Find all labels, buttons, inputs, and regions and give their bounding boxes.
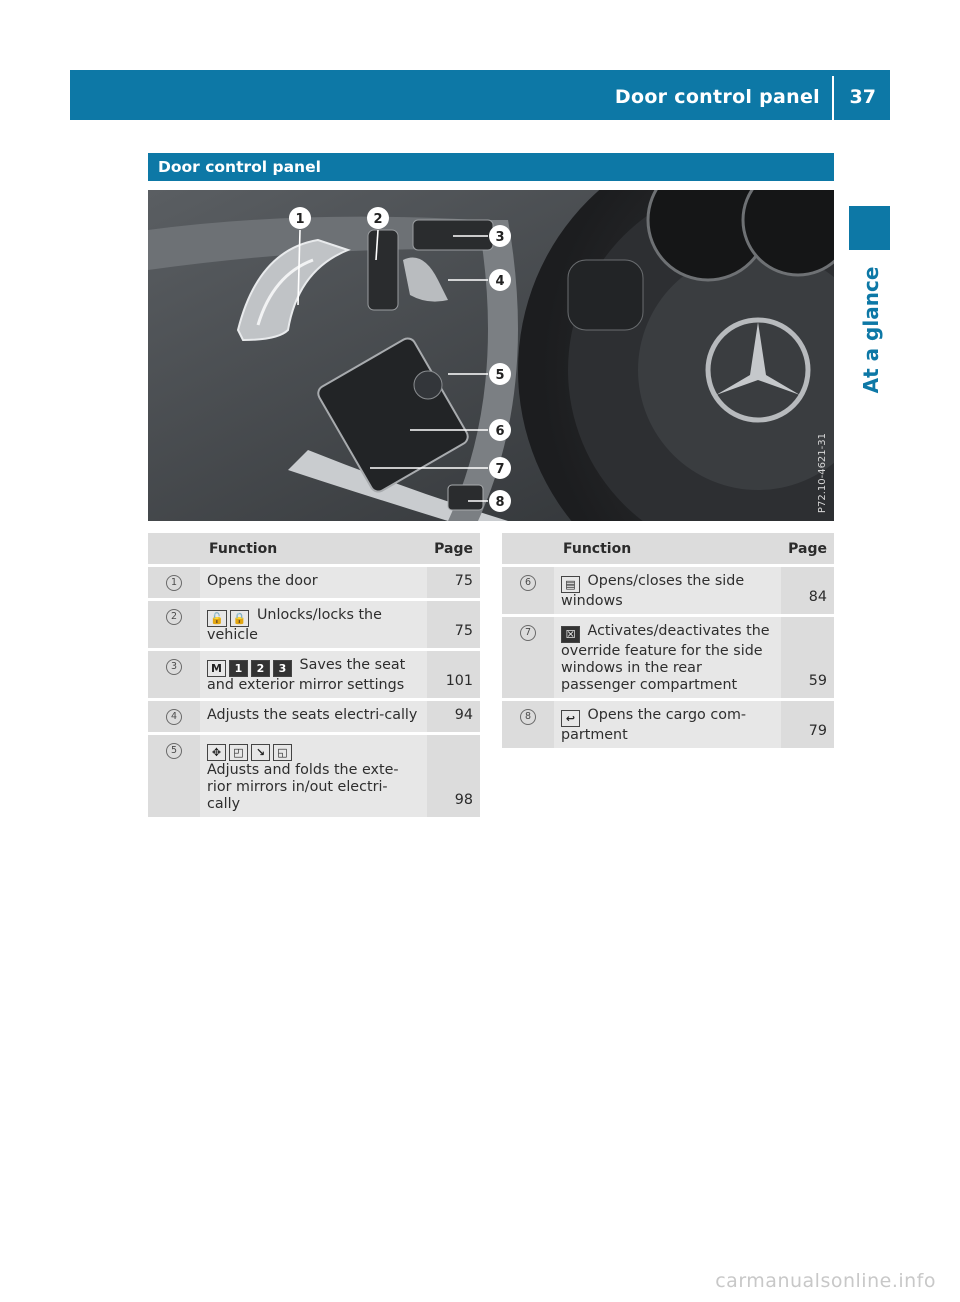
row-page: 94 bbox=[427, 701, 480, 732]
callout-4 bbox=[489, 269, 511, 291]
chapter-tab-marker bbox=[849, 206, 890, 250]
row-number: 4 bbox=[148, 701, 200, 732]
svg-text:2: 2 bbox=[373, 212, 383, 227]
header-bar bbox=[70, 70, 890, 120]
memory-m-icon: M bbox=[207, 660, 226, 677]
callout-2 bbox=[367, 207, 389, 229]
header-title: Door control panel bbox=[614, 86, 820, 108]
mirror-right-icon: ◰ bbox=[229, 744, 248, 761]
memory-1-icon: 1 bbox=[229, 660, 248, 677]
row-function: ↩ Opens the cargo com-partment bbox=[554, 701, 781, 748]
callout-6 bbox=[489, 419, 511, 441]
trunk-icon: ↩ bbox=[561, 710, 580, 727]
watermark: carmanualsonline.info bbox=[715, 1270, 936, 1292]
table-row bbox=[502, 567, 834, 614]
door-panel-illustration bbox=[148, 190, 834, 521]
unlock-icon: 🔓 bbox=[207, 610, 227, 627]
row-function: M 1 2 3 Saves the seat and exterior mirror settings bbox=[200, 651, 427, 698]
table-row bbox=[502, 701, 834, 748]
row-function: ☒ Activates/deactivates the override feature for the side windows in the rear passenger compartment bbox=[554, 617, 781, 698]
row-page: 59 bbox=[781, 617, 834, 698]
page-header: Page bbox=[427, 533, 480, 564]
callout-5 bbox=[489, 363, 511, 385]
row-number: 7 bbox=[502, 617, 554, 698]
row-number: 1 bbox=[148, 567, 200, 598]
row-page: 79 bbox=[781, 701, 834, 748]
table-row bbox=[148, 601, 480, 648]
svg-text:1: 1 bbox=[295, 212, 305, 227]
row-number: 3 bbox=[148, 651, 200, 698]
table-row bbox=[148, 735, 480, 817]
window-switch-icon: ▤ bbox=[561, 576, 580, 593]
callout-3 bbox=[489, 225, 511, 247]
table-row bbox=[502, 617, 834, 698]
callout-8 bbox=[489, 490, 511, 512]
callout-1 bbox=[289, 207, 311, 229]
svg-text:7: 7 bbox=[495, 462, 505, 477]
row-function: Opens the door bbox=[200, 567, 427, 598]
table-header-row bbox=[502, 533, 834, 564]
table-row bbox=[148, 651, 480, 698]
row-number: 6 bbox=[502, 567, 554, 614]
mirror-left-icon: ◱ bbox=[273, 744, 292, 761]
page-number: 37 bbox=[849, 86, 876, 108]
chapter-label bbox=[847, 255, 895, 405]
function-table-left bbox=[148, 530, 480, 820]
number-header bbox=[148, 533, 200, 564]
memory-2-icon: 2 bbox=[251, 660, 270, 677]
function-table-right bbox=[502, 530, 834, 751]
door-panel-photo bbox=[148, 190, 834, 521]
row-page: 98 bbox=[427, 735, 480, 817]
svg-text:8: 8 bbox=[495, 495, 505, 510]
row-page: 75 bbox=[427, 567, 480, 598]
number-header bbox=[502, 533, 554, 564]
section-heading bbox=[148, 153, 834, 181]
table-row bbox=[148, 701, 480, 732]
mirror-adjust-icon: ✥ bbox=[207, 744, 226, 761]
svg-text:5: 5 bbox=[495, 368, 505, 383]
header-divider bbox=[832, 76, 834, 120]
row-page: 75 bbox=[427, 601, 480, 648]
svg-text:6: 6 bbox=[495, 424, 505, 439]
row-function: 🔓 🔒 Unlocks/locks the vehicle bbox=[200, 601, 427, 648]
row-function: ✥ ◰ ↘ ◱ Adjusts and folds the exte-rior mirrors in/out electri-cally bbox=[200, 735, 427, 817]
memory-3-icon: 3 bbox=[273, 660, 292, 677]
chapter-label-text: At a glance bbox=[859, 266, 883, 394]
page-header: Page bbox=[781, 533, 834, 564]
svg-text:4: 4 bbox=[495, 274, 505, 289]
function-header: Function bbox=[554, 533, 781, 564]
row-function: ▤ Opens/closes the side windows bbox=[554, 567, 781, 614]
row-page: 101 bbox=[427, 651, 480, 698]
row-page: 84 bbox=[781, 567, 834, 614]
lock-icon: 🔒 bbox=[230, 610, 250, 627]
function-header: Function bbox=[200, 533, 427, 564]
row-number: 5 bbox=[148, 735, 200, 817]
mirror-fold-icon: ↘ bbox=[251, 744, 270, 761]
section-title: Door control panel bbox=[158, 158, 321, 176]
row-number: 2 bbox=[148, 601, 200, 648]
row-function: Adjusts the seats electri-cally bbox=[200, 701, 427, 732]
figure-code: P72.10-4621-31 bbox=[817, 432, 828, 513]
svg-text:3: 3 bbox=[495, 230, 505, 245]
table-header-row bbox=[148, 533, 480, 564]
table-row bbox=[148, 567, 480, 598]
row-number: 8 bbox=[502, 701, 554, 748]
callout-7 bbox=[489, 457, 511, 479]
window-override-icon: ☒ bbox=[561, 626, 580, 643]
